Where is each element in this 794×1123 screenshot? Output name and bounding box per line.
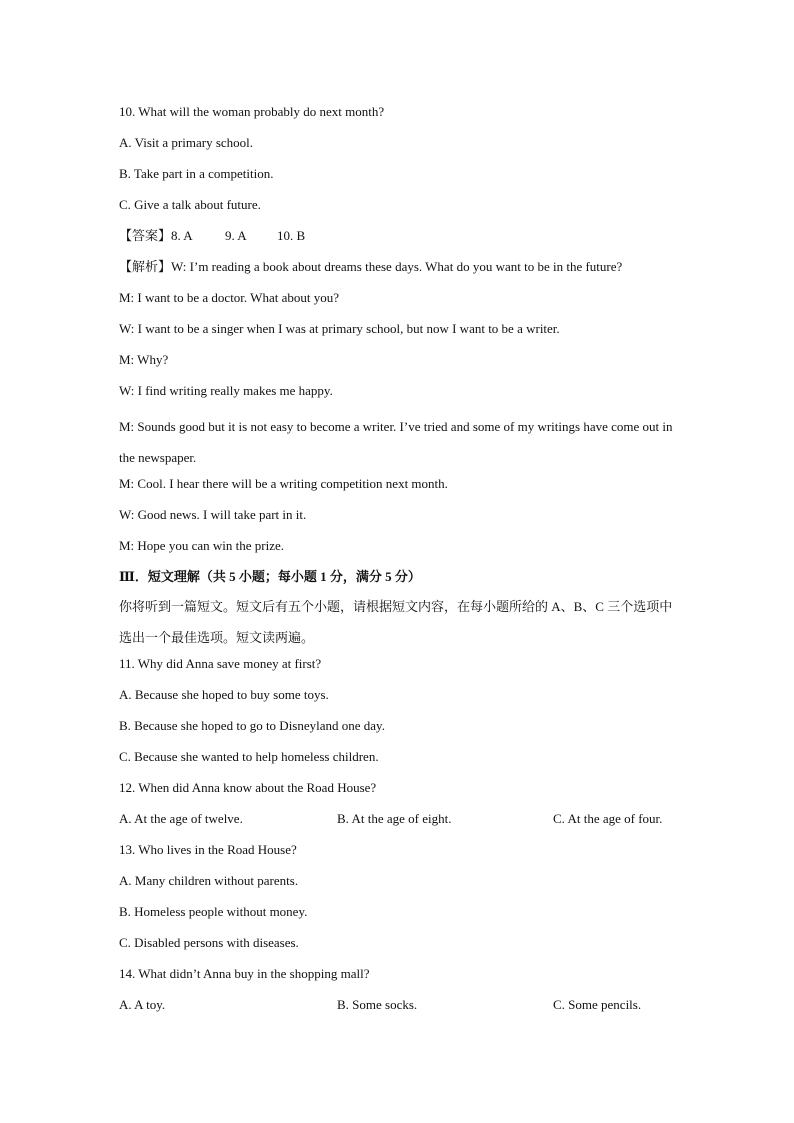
option-12-a: A. At the age of twelve. xyxy=(119,811,243,826)
question-10: 10. What will the woman probably do next month? xyxy=(119,104,385,119)
answer-8: 8. A xyxy=(171,228,193,243)
option-14-a: A. A toy. xyxy=(119,997,166,1012)
option-10-a: A. Visit a primary school. xyxy=(119,135,254,150)
answer-9: 9. A xyxy=(225,228,247,243)
section-heading: Ⅲ．短文理解（共 5 小题；每小题 1 分，满分 5 分） xyxy=(119,569,421,584)
option-14-b: B. Some socks. xyxy=(337,997,418,1012)
transcript-line: M: Sounds good but it is not easy to become a writer. I’ve tried and some of my writings have come out in the newspaper. xyxy=(119,419,673,465)
section-instructions: 你将听到一篇短文。短文后有五个小题，请根据短文内容，在每小题所给的 A、B、C 三个选项中选出一个最佳选项。短文读两遍。 xyxy=(119,599,673,645)
transcript-line: M: Hope you can win the prize. xyxy=(119,538,284,553)
option-14-c: C. Some pencils. xyxy=(553,997,642,1012)
transcript-line: W: I want to be a singer when I was at primary school, but now I want to be a writer. xyxy=(119,321,560,336)
question-13: 13. Who lives in the Road House? xyxy=(119,842,297,857)
option-10-c: C. Give a talk about future. xyxy=(119,197,261,212)
options-12 xyxy=(119,808,679,839)
answer-10: 10. B xyxy=(277,228,306,243)
option-11-c: C. Because she wanted to help homeless children. xyxy=(119,749,379,764)
question-11: 11. Why did Anna save money at first? xyxy=(119,656,322,671)
analysis-line-1 xyxy=(119,256,679,287)
option-13-a: A. Many children without parents. xyxy=(119,873,299,888)
option-11-b: B. Because she hoped to go to Disneyland one day. xyxy=(119,718,385,733)
option-10-b: B. Take part in a competition. xyxy=(119,166,274,181)
option-13-c: C. Disabled persons with diseases. xyxy=(119,935,299,950)
transcript-line: W: Good news. I will take part in it. xyxy=(119,507,307,522)
option-13-b: B. Homeless people without money. xyxy=(119,904,308,919)
options-14 xyxy=(119,994,679,1025)
transcript-line: W: I’m reading a book about dreams these days. What do you want to be in the future? xyxy=(171,259,623,274)
transcript-line: M: Why? xyxy=(119,352,169,367)
answer-label: 【答案】 xyxy=(119,228,172,243)
transcript-line: M: Cool. I hear there will be a writing competition next month. xyxy=(119,476,448,491)
transcript-line: M: I want to be a doctor. What about you? xyxy=(119,290,339,305)
document-page xyxy=(119,101,679,1025)
answer-line xyxy=(119,225,679,256)
option-11-a: A. Because she hoped to buy some toys. xyxy=(119,687,329,702)
option-12-b: B. At the age of eight. xyxy=(337,811,452,826)
question-12: 12. When did Anna know about the Road House? xyxy=(119,780,377,795)
option-12-c: C. At the age of four. xyxy=(553,811,663,826)
transcript-line: W: I find writing really makes me happy. xyxy=(119,383,333,398)
analysis-label: 【解析】 xyxy=(119,259,172,274)
question-14: 14. What didn’t Anna buy in the shopping mall? xyxy=(119,966,370,981)
